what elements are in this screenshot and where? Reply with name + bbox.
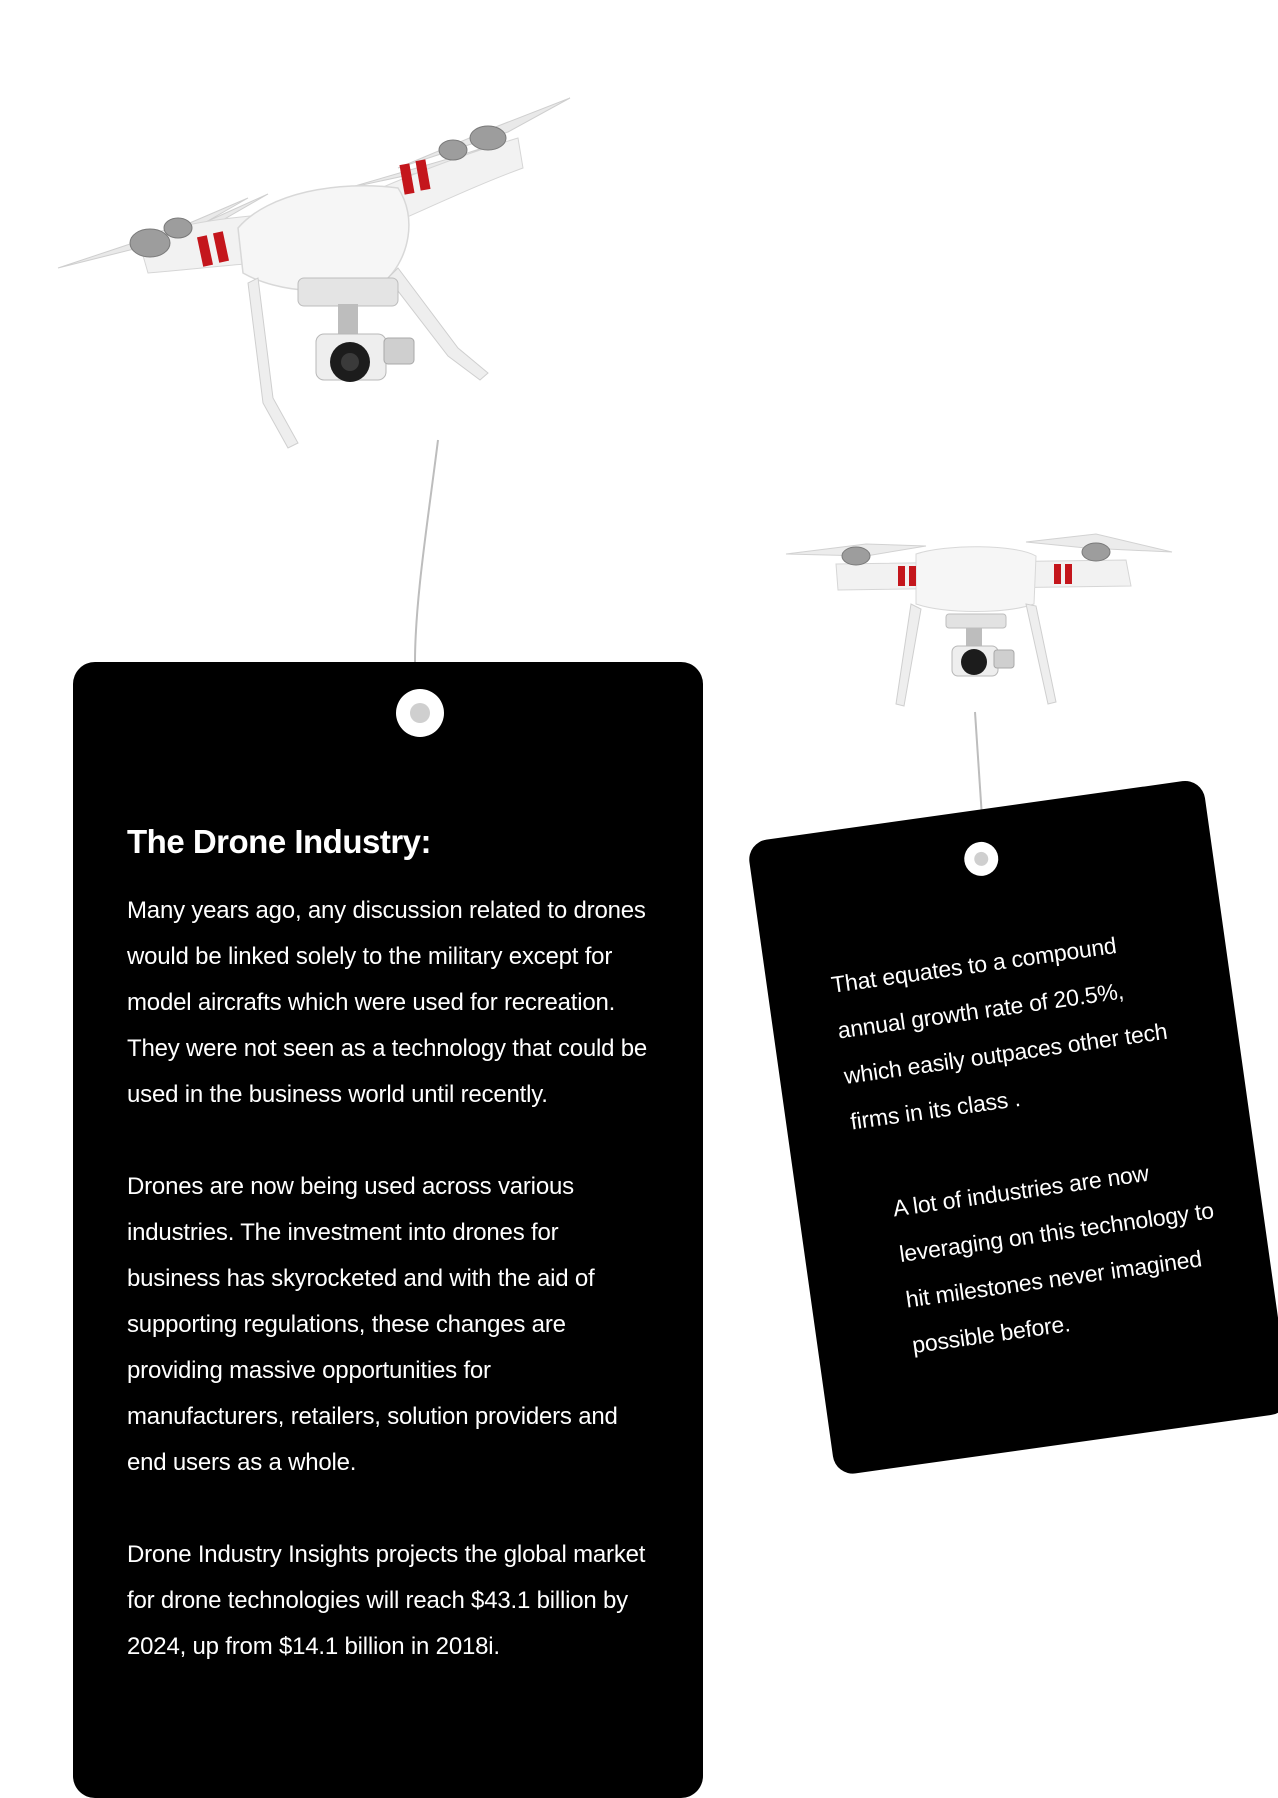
tag-hole-icon (962, 840, 1000, 878)
drone-industry-card (73, 662, 703, 1798)
industries-paragraph: A lot of industries are now leveraging on this technology to hit milestones never imagined possible before. (891, 1159, 1216, 1359)
card-paragraph-2: Drones are now being used across various industries. The investment into drones for business has skyrocketed and with the aid of supporting regulations, these changes are providing massive opportunities for manufacturers, retailers, solution providers and end users as a whole. (127, 1172, 618, 1476)
card-paragraph-3: Drone Industry Insights projects the global market for drone technologies will reach $43.1 billion by 2024, up from $14.1 billion in 2018i. (127, 1540, 646, 1660)
card-title: The Drone Industry: (127, 823, 432, 860)
drone-illustration-large (58, 98, 658, 518)
growth-paragraph: That equates to a compound annual growth rate of 20.5%, which easily outpaces other tech firms in its class . (829, 932, 1169, 1135)
tag-hole-icon (396, 689, 444, 737)
card-paragraph-1: Many years ago, any discussion related to drones would be linked solely to the military except for model aircrafts which were used for recreation. They were not seen as a technology that could be used in the business world until recently. (127, 896, 648, 1108)
growth-card (747, 778, 1278, 1476)
drone-illustration-small (786, 534, 1172, 734)
growth-card-wrapper (747, 778, 1278, 1476)
